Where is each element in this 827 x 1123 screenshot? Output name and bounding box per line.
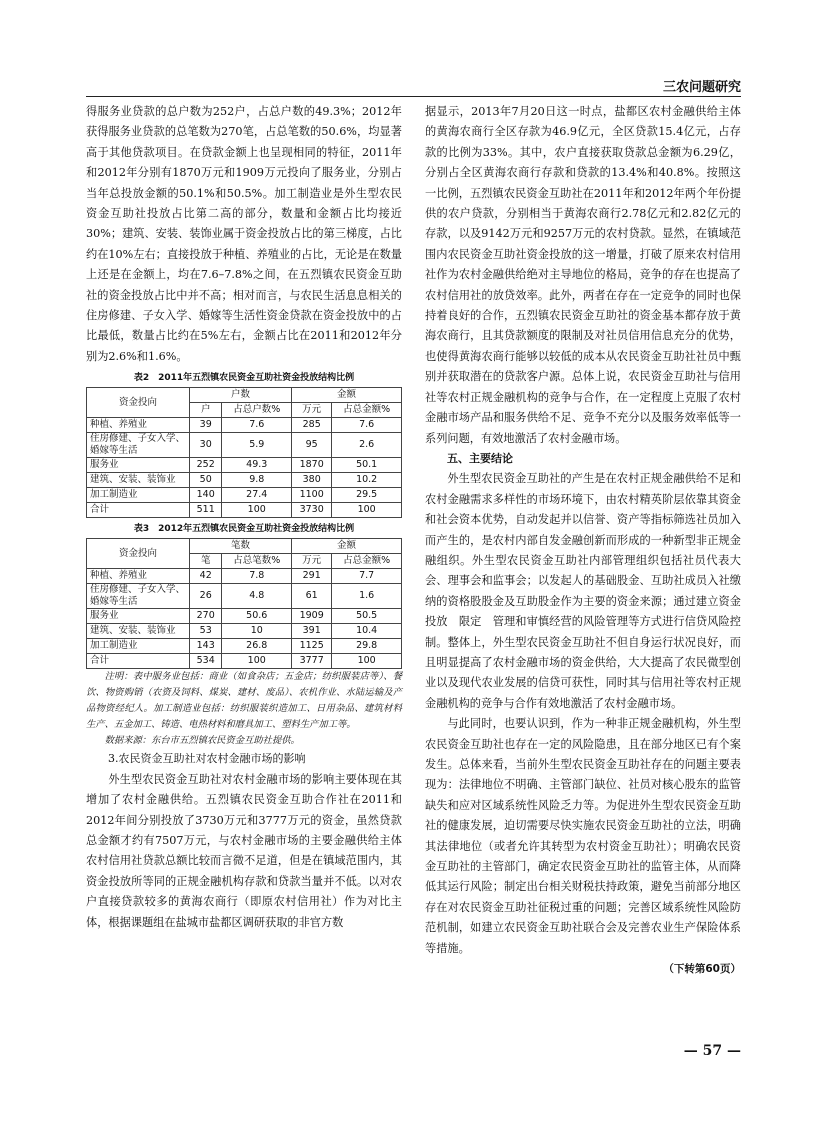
table-cell: 10.4 [332,624,402,639]
table-cell: 42 [190,569,222,584]
header-rule [86,96,741,97]
table-cell: 10 [222,624,292,639]
table2-head-count: 户数 [190,388,292,403]
table-cell: 291 [292,569,332,584]
table-row [87,569,402,584]
table-cell: 1909 [292,609,332,624]
table-cell: 50 [190,473,222,488]
left-paragraph-1: 得服务业贷款的总户数为252户，占总户数的49.3%；2012年获得服务业贷款的总笔数为270笔，占总笔数的50.6%，均显著高于其他贷款项目。在贷款金额上也呈现相同的特征，2011年和2012年分别有1870万元和1909万元投向了服务业，分别占当年总投放金额的50.1%和50.5%。加工制造业是外生型农民资金互助社投放占比第二高的部分，数量和金额占比均接近30%；建筑、安装、装饰业属于资金投放占比的第三梯度，占比约在10%左右；直接投放于种植、养殖业的占比，无论是在数量上还是在金额上，均在7.6–7.8%之间，在五烈镇农民资金互助社的资金投放占比中并不高；相对而言，与农民生活息息相关的住房修建、子女入学、婚嫁等生活性资金贷款在资金投放中的占比最低，数量占比约在5%左右，金额占比在2011和2012年分别为2.6%和1.6%。 [86,105,402,363]
table-row [87,654,402,669]
table-cell: 50.5 [332,609,402,624]
table-cell: 7.8 [222,569,292,584]
journal-section-title: 三农问题研究 [662,80,741,95]
table-row [87,584,402,609]
table-cell: 27.4 [222,488,292,503]
table-cell: 建筑、安装、装饰业 [87,473,190,488]
table-cell: 534 [190,654,222,669]
right-paragraph-1: 据显示，2013年7月20日这一时点，盐都区农村金融供给主体的黄海农商行全区存款为46.9亿元，全区贷款15.4亿元，占存款的比例为33%。其中，农户直接获取贷款总金额为6.29亿，分别占全区黄海农商行存款和贷款的13.4%和40.8%。按照这一比例，五烈镇农民资金互助社在2011年和2012年两个年份提供的农户贷款，分别相当于黄海农商行2.78亿元和2.82亿元的存款，以及9142万元和9257万元的农村贷款。显然，在镇域范围内农民资金互助社资金投放的这一增量，打破了原来农村信用社作为农村金融供给绝对主导地位的格局，竞争的存在也提高了农村信用社的放贷效率。此外，两者在存在一定竞争的同时也保持着良好的合作，五烈镇农民资金互助社的资金基本都存放于黄海农商行，且其贷款额度的限制及对社员信用信息充分的优势，也使得黄海农商行能够以较低的成本从农民资金互助社社员中甄别并获取潜在的贷款客户源。总体上说，农民资金互助社与信用社等农村正规金融机构的竞争与合作，在一定程度上克服了农村金融市场产品和服务供给不足、竞争不充分以及服务效率低等一系列问题，有效地激活了农村金融市场。 [425,105,741,445]
table2 [86,387,402,518]
table3-sub: 占总笔数% [222,554,292,569]
table2-sub: 占总金额% [332,403,402,418]
subsection-heading: 3.农民资金互助社对农村金融市场的影响 [108,752,306,766]
table-cell: 30 [190,433,222,458]
table-cell: 7.7 [332,569,402,584]
table-cell: 1100 [292,488,332,503]
table-cell: 285 [292,418,332,433]
table-cell: 1.6 [332,584,402,609]
table-cell: 391 [292,624,332,639]
table-cell: 1870 [292,458,332,473]
table-cell: 53 [190,624,222,639]
table-row [87,624,402,639]
table-cell: 种植、养殖业 [87,418,190,433]
table3-caption: 表3 2012年五烈镇农民资金互助社资金投放结构比例 [133,524,355,535]
table-cell: 29.5 [332,488,402,503]
table-cell: 50.6 [222,609,292,624]
table-row [87,473,402,488]
table-cell: 住房修建、子女入学、婚嫁等生活 [87,433,190,458]
right-column [425,102,741,979]
table-cell: 39 [190,418,222,433]
section-heading: 五、主要结论 [447,451,513,465]
table-cell: 建筑、安装、装饰业 [87,624,190,639]
table-cell: 49.3 [222,458,292,473]
table-cell: 511 [190,503,222,518]
table-cell: 加工制造业 [87,639,190,654]
table-cell: 10.2 [332,473,402,488]
table-cell: 加工制造业 [87,488,190,503]
table-row [87,488,402,503]
table2-caption: 表2 2011年五烈镇农民资金互助社资金投放结构比例 [133,373,355,384]
table-cell: 住房修建、子女入学、婚嫁等生活 [87,584,190,609]
table-row [87,458,402,473]
table-cell: 种植、养殖业 [87,569,190,584]
table-cell: 3730 [292,503,332,518]
table3-sub: 占总金额% [332,554,402,569]
table-row [87,609,402,624]
table3-sub: 万元 [292,554,332,569]
table-cell: 3777 [292,654,332,669]
table-row [87,433,402,458]
table-cell: 29.8 [332,639,402,654]
table3 [86,538,402,669]
table-cell: 合计 [87,654,190,669]
right-paragraph-2: 外生型农民资金互助社的产生是在农村正规金融供给不足和农村金融需求多样性的市场环境下，由农村精英阶层依靠其资金和社会资本优势，自动发起并以信誉、资产等指标筛选社员加入而产生的，是农村内部自发金融创新而形成的一种新型非正规金融组织。外生型农民资金互助社内部管理组织包括社员代表大会、理事会和监事会；以发起人的基础股金、互助社成员入社缴纳的资格股股金及互助股金作为主要的资金来源；通过建立资金投放 限定 管理和审慎经营的风险管理等方式进行信贷风险控制。整体上，外生型农民资金互助社不但自身运行状况良好，而且明显提高了农村金融市场的资金供给，大大提高了农民微型创业以及现代农业发展的信贷可获性，同时其与信用社等农村正规金融机构的竞争与合作有效地激活了农村金融市场。 [425,472,741,710]
page-number: — 57 — [683,1043,741,1059]
table-cell: 服务业 [87,609,190,624]
table-row [87,639,402,654]
table3-sub: 笔 [190,554,222,569]
table-note: 注明：表中服务业包括：商业（如食杂店；五金店；纺织服装店等）、餐饮、物资购销（农资及饲料、煤炭、建材、废品）、农机作业、水陆运输及产品物资经纪人。加工制造业包括：纺织服装织造加工、日用杂品、建筑材料生产、五金加工、铸造、电热材料和磨具加工、塑料生产加工等。 [86,671,402,731]
table-cell: 50.1 [332,458,402,473]
table-cell: 26.8 [222,639,292,654]
table-cell: 100 [332,503,402,518]
table-cell: 140 [190,488,222,503]
table-cell: 380 [292,473,332,488]
continued-note: （下转第60页） [663,963,741,976]
table3-head-count: 笔数 [190,539,292,554]
table-cell: 4.8 [222,584,292,609]
table-cell: 100 [222,654,292,669]
left-paragraph-2: 外生型农民资金互助社对农村金融市场的影响主要体现在其增加了农村金融供给。五烈镇农民资金互助合作社在2011和2012年间分别投放了3730万元和3777万元的资金，虽然贷款总金额才约有7507万元，与农村金融市场的主要金融供给主体 农村信用社贷款总额比较而言微不足道，但是在镇域范围内，其资金投放所等同的正规金融机构存款和贷款当量并不低。以对农户直接贷款较多的黄海农商行（即原农村信用社）作为对比主体，根据课题组在盐城市盐都区调研获取的非官方数 [86,772,425,929]
table-cell: 252 [190,458,222,473]
table2-sub: 占总户数% [222,403,292,418]
table2-head-amount: 金额 [292,388,402,403]
table2-sub: 户 [190,403,222,418]
table-cell: 100 [222,503,292,518]
table-cell: 61 [292,584,332,609]
table3-head-invest: 资金投向 [87,539,190,569]
table3-head-amount: 金额 [292,539,402,554]
table-cell: 1125 [292,639,332,654]
table-row [87,418,402,433]
table-cell: 100 [332,654,402,669]
table-cell: 服务业 [87,458,190,473]
table-cell: 95 [292,433,332,458]
left-column [86,102,425,933]
table-cell: 5.9 [222,433,292,458]
table-cell: 2.6 [332,433,402,458]
data-source: 数据来源：东台市五烈镇农民资金互助社提供。 [104,735,300,747]
table-cell: 7.6 [222,418,292,433]
table-cell: 26 [190,584,222,609]
table-cell: 270 [190,609,222,624]
table-cell: 143 [190,639,222,654]
table-cell: 9.8 [222,473,292,488]
table-cell: 合计 [87,503,190,518]
table2-head-invest: 资金投向 [87,388,190,418]
right-paragraph-3: 与此同时，也要认识到，作为一种非正规金融机构，外生型农民资金互助社也存在一定的风险隐患，且在部分地区已有个案发生。总体来看，当前外生型农民资金互助社存在的问题主要表现为：法律地位不明确、主管部门缺位、社员对核心股东的监管缺失和应对区域系统性风险乏力等。为促进外生型农民资金互助社的健康发展，迫切需要尽快实施农民资金互助社的立法，明确其法律地位（或者允许其转型为农村资金互助社）；明确农民资金互助社的主管部门，确定农民资金互助社的监管主体，从而降低其运行风险；制定出台相关财税扶持政策，避免当前部分地区存在对农民资金互助社征税过重的问题；完善区域系统性风险防范机制，如建立农民资金互助社联合会及完善农业生产保险体系等措施。 [425,717,741,955]
table-cell: 7.6 [332,418,402,433]
table2-sub: 万元 [292,403,332,418]
table-row [87,503,402,518]
